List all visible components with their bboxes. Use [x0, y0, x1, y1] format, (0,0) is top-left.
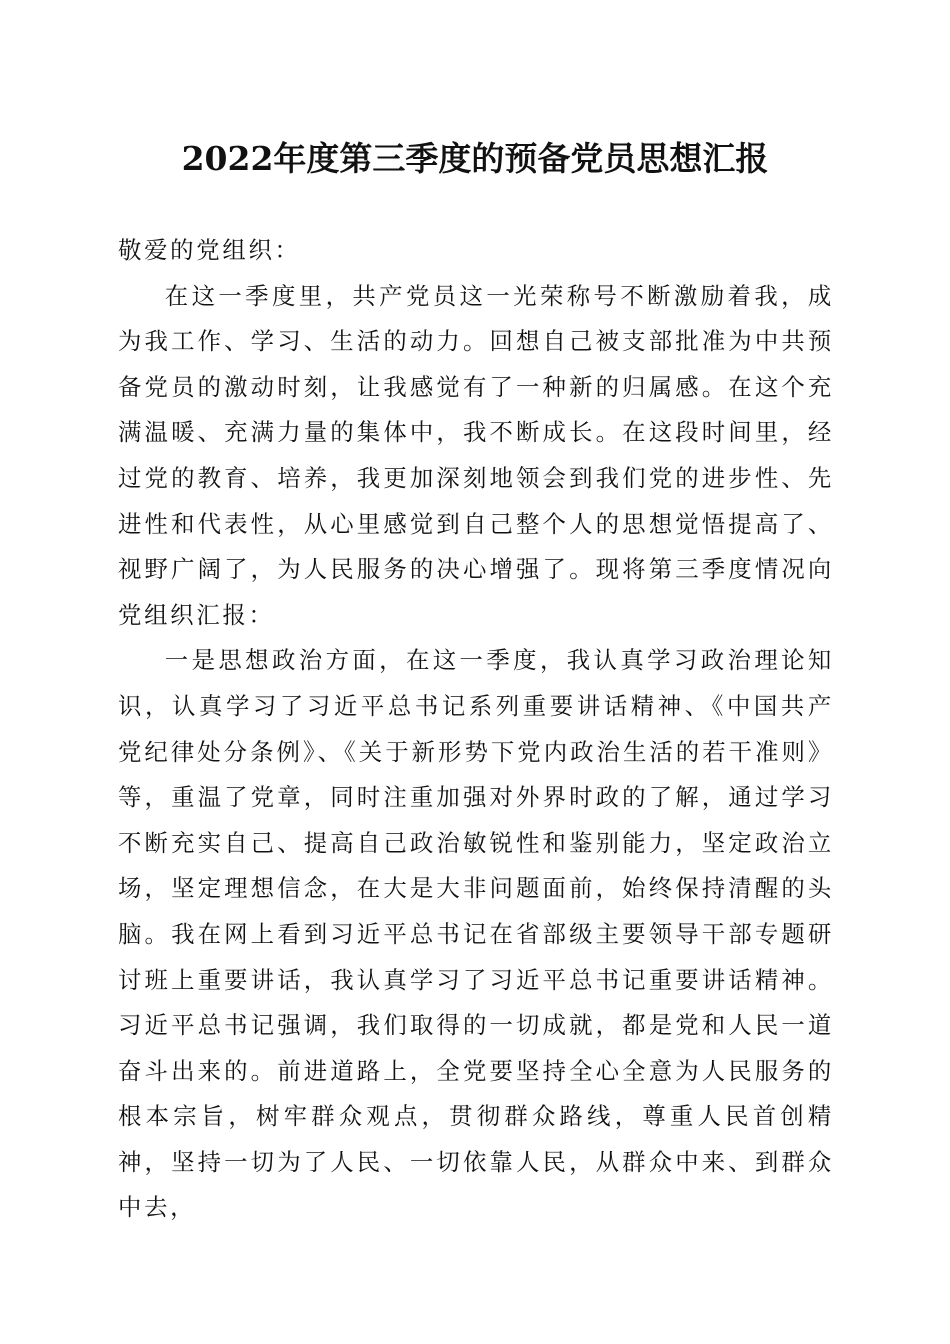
paragraph-intro: 在这一季度里，共产党员这一光荣称号不断激励着我，成为我工作、学习、生活的动力。回想自己被支部批准为中共预备党员的激动时刻，让我感觉有了一种新的归属感。在这个充满温暖、充满力量的集体中，我不断成长。在这段时间里，经过党的教育、培养，我更加深刻地领会到我们党的进步性、先进性和代表性，从心里感觉到自己整个人的思想觉悟提高了、视野广阔了，为人民服务的决心增强了。现将第三季度情况向党组织汇报： — [118, 281, 834, 629]
salutation: 敬爱的党组织： — [118, 236, 301, 264]
document-title: 2022年度第三季度的预备党员思想汇报 — [181, 139, 769, 178]
paragraph-ideology: 一是思想政治方面，在这一季度，我认真学习政治理论知识，认真学习了习近平总书记系列重要讲话精神、《中国共产党纪律处分条例》、《关于新形势下党内政治生活的若干准则》等，重温了党章，同时注重加强对外界时政的了解，通过学习不断充实自己、提高自己政治敏锐性和鉴别能力，坚定政治立场，坚定理想信念，在大是大非问题面前，始终保持清醒的头脑。我在网上看到习近平总书记在省部级主要领导干部专题研讨班上重要讲话，我认真学习了习近平总书记重要讲话精神。习近平总书记强调，我们取得的一切成就，都是党和人民一道奋斗出来的。前进道路上，全党要坚持全心全意为人民服务的根本宗旨，树牢群众观点，贯彻群众路线，尊重人民首创精神，坚持一切为了人民、一切依靠人民，从群众中来、到群众中去， — [118, 646, 834, 1222]
document-body — [118, 228, 834, 1231]
